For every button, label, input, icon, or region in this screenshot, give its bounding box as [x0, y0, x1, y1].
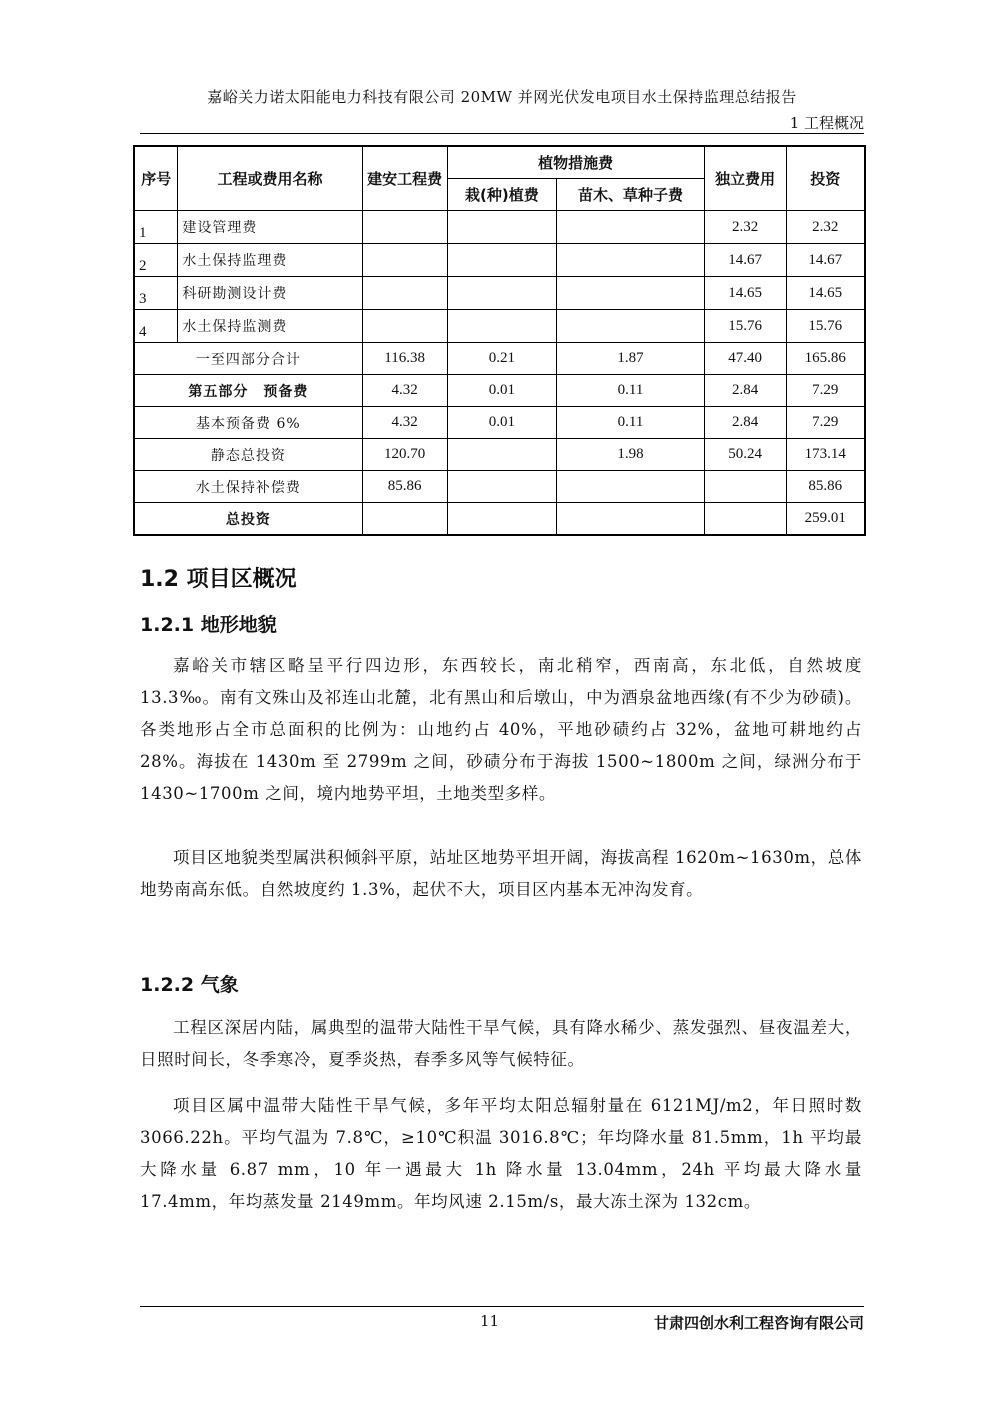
row-index: 4	[134, 310, 178, 343]
summary-seedling: 0.11	[557, 375, 705, 407]
summary-planting: 0.21	[447, 343, 557, 375]
row-independent: 14.65	[704, 277, 786, 310]
row-planting	[447, 310, 557, 343]
summary-independent	[704, 503, 786, 536]
header-planting: 栽(种)植费	[447, 179, 557, 211]
row-construction	[362, 244, 447, 277]
summary-independent: 2.84	[704, 375, 786, 407]
summary-construction: 120.70	[362, 439, 447, 471]
summary-row	[134, 439, 865, 471]
summary-row	[134, 503, 865, 536]
summary-planting: 0.01	[447, 375, 557, 407]
row-index: 3	[134, 277, 178, 310]
summary-investment: 7.29	[786, 375, 865, 407]
footer-organization: 甘肃四创水利工程咨询有限公司	[653, 1314, 864, 1332]
summary-seedling	[557, 503, 705, 536]
row-independent: 15.76	[704, 310, 786, 343]
summary-investment: 7.29	[786, 407, 865, 439]
summary-row	[134, 375, 865, 407]
header-index: 序号	[134, 146, 178, 211]
row-planting	[447, 244, 557, 277]
summary-name: 静态总投资	[134, 439, 362, 471]
summary-planting: 0.01	[447, 407, 557, 439]
page-number: 11	[480, 1312, 500, 1330]
paragraph-terrain-2: 项目区地貌类型属洪积倾斜平原，站址区地势平坦开阔，海拔高程 1620m~1630m，总体地势南高东低。自然坡度约 1.3%，起伏不大，项目区内基本无冲沟发育。	[140, 848, 862, 899]
summary-name: 总投资	[134, 503, 362, 536]
investment-table	[133, 145, 866, 536]
row-seedling	[557, 310, 705, 343]
summary-investment: 259.01	[786, 503, 865, 536]
row-seedling	[557, 277, 705, 310]
header-independent: 独立费用	[704, 146, 786, 211]
row-investment: 2.32	[786, 211, 865, 244]
row-name: 水土保持监理费	[178, 244, 362, 277]
row-name: 建设管理费	[178, 211, 362, 244]
table-row	[134, 244, 865, 277]
summary-independent	[704, 471, 786, 503]
summary-investment: 165.86	[786, 343, 865, 375]
row-construction	[362, 277, 447, 310]
row-planting	[447, 277, 557, 310]
row-investment: 14.65	[786, 277, 865, 310]
table-row	[134, 211, 865, 244]
summary-planting	[447, 439, 557, 471]
summary-seedling: 1.87	[557, 343, 705, 375]
subsection-heading-terrain: 1.2.1 地形地貌	[140, 614, 277, 636]
summary-planting	[447, 471, 557, 503]
footer-divider	[140, 1306, 864, 1307]
row-construction	[362, 211, 447, 244]
header-section: 1 工程概况	[789, 114, 864, 132]
summary-row	[134, 471, 865, 503]
summary-planting	[447, 503, 557, 536]
row-construction	[362, 310, 447, 343]
summary-construction	[362, 503, 447, 536]
summary-construction: 85.86	[362, 471, 447, 503]
summary-construction: 4.32	[362, 375, 447, 407]
summary-name: 一至四部分合计	[134, 343, 362, 375]
row-name: 水土保持监测费	[178, 310, 362, 343]
table-row	[134, 310, 865, 343]
summary-row	[134, 407, 865, 439]
summary-investment: 85.86	[786, 471, 865, 503]
summary-seedling	[557, 471, 705, 503]
row-investment: 14.67	[786, 244, 865, 277]
header-seedling: 苗木、草种子费	[557, 179, 705, 211]
summary-construction: 4.32	[362, 407, 447, 439]
summary-seedling: 1.98	[557, 439, 705, 471]
summary-construction: 116.38	[362, 343, 447, 375]
summary-seedling: 0.11	[557, 407, 705, 439]
summary-name: 水土保持补偿费	[134, 471, 362, 503]
row-index: 2	[134, 244, 178, 277]
summary-independent: 2.84	[704, 407, 786, 439]
row-independent: 14.67	[704, 244, 786, 277]
summary-independent: 50.24	[704, 439, 786, 471]
summary-name: 第五部分 预备费	[134, 375, 362, 407]
summary-row	[134, 343, 865, 375]
row-seedling	[557, 211, 705, 244]
paragraph-terrain-1: 嘉峪关市辖区略呈平行四边形，东西较长，南北稍窄，西南高，东北低，自然坡度 13.3‰。南有文殊山及祁连山北麓，北有黑山和后墩山，中为酒泉盆地西缘(有不少为砂碛)。各类地形占全市总面积的比例为：山地约占 40%，平地砂碛约占 32%，盆地可耕地约占 28%。海拔在 1430m 至 2799m 之间，砂碛分布于海拔 1500~1800m 之间，绿洲分布于 1430~1700m 之间，境内地势平坦，土地类型多样。	[140, 656, 862, 803]
header-name: 工程或费用名称	[178, 146, 362, 211]
header-plant-group: 植物措施费	[447, 146, 704, 179]
header-investment: 投资	[786, 146, 865, 211]
row-index: 1	[134, 211, 178, 244]
header-construction: 建安工程费	[362, 146, 447, 211]
row-name: 科研勘测设计费	[178, 277, 362, 310]
summary-investment: 173.14	[786, 439, 865, 471]
header-title: 嘉峪关力诺太阳能电力科技有限公司 20MW 并网光伏发电项目水土保持监理总结报告	[207, 88, 797, 106]
header-divider	[140, 133, 864, 134]
paragraph-climate-1: 工程区深居内陆，属典型的温带大陆性干旱气候，具有降水稀少、蒸发强烈、昼夜温差大，日照时间长，冬季寒冷，夏季炎热，春季多风等气候特征。	[140, 1018, 862, 1069]
row-planting	[447, 211, 557, 244]
paragraph-climate-2: 项目区属中温带大陆性干旱气候，多年平均太阳总辐射量在 6121MJ/m2，年日照时数 3066.22h。平均气温为 7.8℃，≥10℃积温 3016.8℃；年均降水量 81.5mm，1h 平均最大降水量 6.87 mm，10 年一遇最大 1h 降水量 13.04mm，24h 平均最大降水量 17.4mm，年均蒸发量 2149mm。年均风速 2.15m/s，最大冻土深为 132cm。	[140, 1096, 862, 1211]
row-seedling	[557, 244, 705, 277]
summary-independent: 47.40	[704, 343, 786, 375]
summary-name: 基本预备费 6%	[134, 407, 362, 439]
row-independent: 2.32	[704, 211, 786, 244]
section-heading: 1.2 项目区概况	[140, 567, 297, 592]
subsection-heading-climate: 1.2.2 气象	[140, 974, 239, 996]
table-row	[134, 277, 865, 310]
row-investment: 15.76	[786, 310, 865, 343]
